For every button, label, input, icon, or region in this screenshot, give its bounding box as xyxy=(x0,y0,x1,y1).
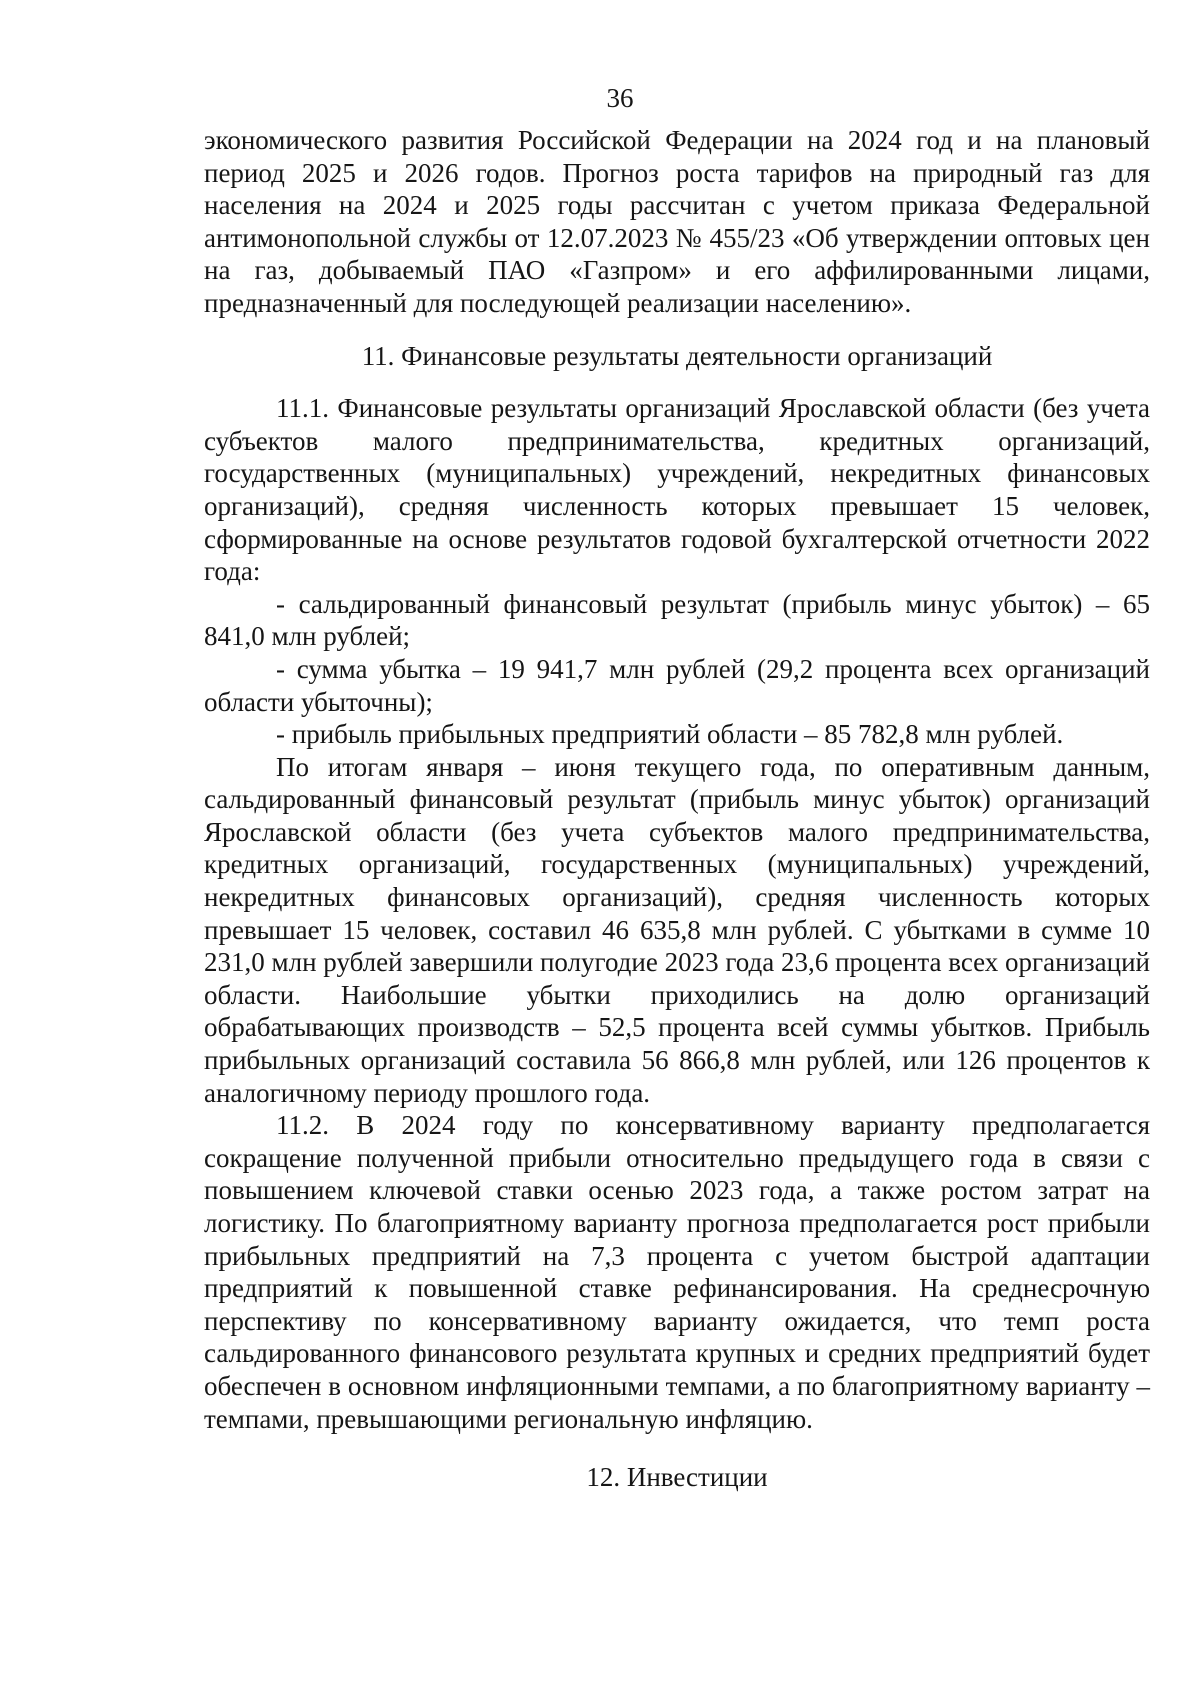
list-item-balanced-result: - сальдированный финансовый результат (прибыль минус убыток) – 65 841,0 млн рублей; xyxy=(204,588,1150,652)
list-item-profit: - прибыль прибыльных предприятий области – 85 782,8 млн рублей. xyxy=(276,719,1064,750)
paragraph-11-1: 11.1. Финансовые результаты организаций Ярославской области (без учета субъектов малого предпринимательства, кредитных организаций, государственных (муниципальных) учреждений, некредитных финансовых организаций), средняя численность которых превышает 15 человек, сформированные на основе результатов годовой бухгалтерской отчетности 2022 года: xyxy=(204,393,1150,587)
paragraph-january-june: По итогам января – июня текущего года, по оперативным данным, сальдированный финансовый результат (прибыль минус убыток) организаций Ярославской области (без учета субъектов малого предпринимательства, кредитных организаций, государственных (муниципальных) учреждений, некредитных финансовых организаций), средняя численность которых превышает 15 человек, составил 46 635,8 млн рублей. С убытками в сумме 10 231,0 млн рублей завершили полугодие 2023 года 23,6 процента всех организаций области. Наибольшие убытки приходились на долю организаций обрабатывающих производств – 52,5 процента всей суммы убытков. Прибыль прибыльных организаций составила 56 866,8 млн рублей, или 126 процентов к аналогичному периоду прошлого года. xyxy=(204,751,1150,1108)
paragraph-continuation: экономического развития Российской Федерации на 2024 год и на плановый период 2025 и 2026 годов. Прогноз роста тарифов на природный газ для населения на 2024 и 2025 годы рассчитан с учетом приказа Федеральной антимонопольной службы от 12.07.2023 № 455/23 «Об утверждении оптовых цен на газ, добываемый ПАО «Газпром» и его аффилированными лицами, предназначенный для последующей реализации населению». xyxy=(204,125,1150,318)
document-body xyxy=(204,124,1150,1494)
section-heading-12: 12. Инвестиции xyxy=(586,1462,768,1493)
list-item-loss-amount: - сумма убытка – 19 941,7 млн рублей (29,2 процента всех организаций области убыточны); xyxy=(204,653,1150,717)
paragraph-11-2: 11.2. В 2024 году по консервативному варианту предполагается сокращение полученной прибыли относительно предыдущего года в связи с повышением ключевой ставки осенью 2023 года, а также ростом затрат на логистику. По благоприятному варианту прогноза предполагается рост прибыли прибыльных предприятий на 7,3 процента с учетом быстрой адаптации предприятий к повышенной ставке рефинансирования. На среднесрочную перспективу по консервативному варианту ожидается, что темп роста сальдированного финансового результата крупных и средних предприятий будет обеспечен в основном инфляционными темпами, а по благоприятному варианту – темпами, превышающими региональную инфляцию. xyxy=(204,1110,1150,1434)
section-heading-11: 11. Финансовые результаты деятельности организаций xyxy=(361,340,993,371)
page-number: 36 xyxy=(606,83,634,113)
